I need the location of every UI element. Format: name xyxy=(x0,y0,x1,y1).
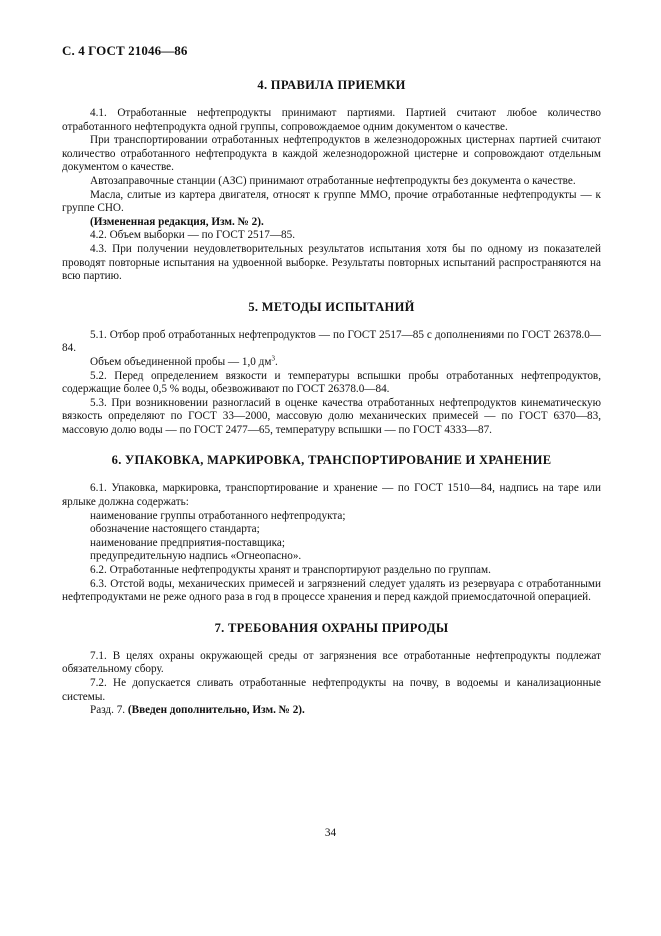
section-7 xyxy=(62,621,601,718)
paragraph: 6.2. Отработанные нефтепродукты хранят и транспортируют раздельно по группам. xyxy=(90,564,491,577)
list-item: предупредительную надпись «Огнеопасно». xyxy=(90,550,302,563)
section-4 xyxy=(62,78,601,284)
volume-text: Объем объединенной пробы — 1,0 дм xyxy=(90,355,272,368)
list-item: наименование предприятия-поставщика; xyxy=(90,536,285,549)
paragraph: Автозаправочные станции (АЗС) принимают отработанные нефтепродукты без документа о качестве. xyxy=(90,174,576,187)
page-header: С. 4 ГОСТ 21046—86 xyxy=(62,43,188,58)
section-5 xyxy=(62,300,601,438)
paragraph: 7.2. Не допускается сливать отработанные нефтепродукты на почву, в водоемы и канализационные системы. xyxy=(62,677,601,703)
paragraph: 4.1. Отработанные нефтепродукты принимают партиями. Партией считают любое количество отработанного нефтепродукта одной группы, сопровождаемое одним документом о качестве. xyxy=(62,107,601,133)
superscript: 3 xyxy=(271,354,275,363)
paragraph: 4.3. При получении неудовлетворительных результатов испытания хотя бы по одному из показателей проводят повторные испытания на удвоенной выборке. Результаты повторных испытаний распространяются на всю партию. xyxy=(62,242,601,283)
list-item: обозначение настоящего стандарта; xyxy=(90,523,260,536)
paragraph: 6.3. Отстой воды, механических примесей и загрязнений следует удалять из резервуара с отработанными нефтепродуктами не реже одного раза в год в процессе хранения и перед каждой приемосдаточной операцией. xyxy=(62,577,601,604)
section-4-title: 4. ПРАВИЛА ПРИЕМКИ xyxy=(257,78,406,92)
section-5-title: 5. МЕТОДЫ ИСПЫТАНИЙ xyxy=(248,299,415,314)
section-6-title: 6. УПАКОВКА, МАРКИРОВКА, ТРАНСПОРТИРОВАНИЕ И ХРАНЕНИЕ xyxy=(111,453,552,468)
list-item: наименование группы отработанного нефтепродукта; xyxy=(90,509,346,522)
paragraph: 5.3. При возникновении разногласий в оценке качества отработанных нефтепродуктов кинематическую вязкость определяют по ГОСТ 33—2000, массовую долю механических примесей — по ГОСТ 6370—83, массовую долю воды — по ГОСТ 2477—65, температуру вспышки — по ГОСТ 4333—87. xyxy=(62,396,601,436)
amendment-note: (Измененная редакция, Изм. № 2). xyxy=(90,215,264,228)
paragraph: 6.1. Упаковка, маркировка, транспортирование и хранение — по ГОСТ 1510—84, надпись на таре или ярлыке должна содержать: xyxy=(62,482,601,509)
section-reference: Разд. 7. xyxy=(90,704,126,717)
amendment-note: (Введен дополнительно, Изм. № 2). xyxy=(127,704,305,717)
page-content xyxy=(62,66,601,718)
paragraph: Масла, слитые из картера двигателя, относят к группе ММО, прочие отработанные нефтепродукты — к группе СНО. xyxy=(62,188,601,215)
section-6 xyxy=(62,453,601,604)
paragraph: 4.2. Объем выборки — по ГОСТ 2517—85. xyxy=(90,229,296,242)
paragraph xyxy=(62,704,601,718)
paragraph: 5.1. Отбор проб отработанных нефтепродуктов — по ГОСТ 2517—85 с дополнениями по ГОСТ 26378.0—84. xyxy=(62,328,601,355)
period: . xyxy=(274,355,278,368)
paragraph: 5.2. Перед определением вязкости и температуры вспышки пробы отработанных нефтепродуктов, содержащие более 0,5 % воды, обезвоживают по ГОСТ 26378.0—84. xyxy=(62,369,601,396)
paragraph xyxy=(62,356,601,370)
paragraph: При транспортировании отработанных нефтепродуктов в железнодорожных цистернах партией считают количество отработанного нефтепродукта в каждой железнодорожной цистерне и сопровождают отдельным документом о качестве. xyxy=(62,134,601,174)
page-number: 34 xyxy=(324,827,337,839)
section-7-title: 7. ТРЕБОВАНИЯ ОХРАНЫ ПРИРОДЫ xyxy=(214,620,449,635)
paragraph: 7.1. В целях охраны окружающей среды от загрязнения все отработанные нефтепродукты подлежат обязательному сбору. xyxy=(62,649,601,676)
